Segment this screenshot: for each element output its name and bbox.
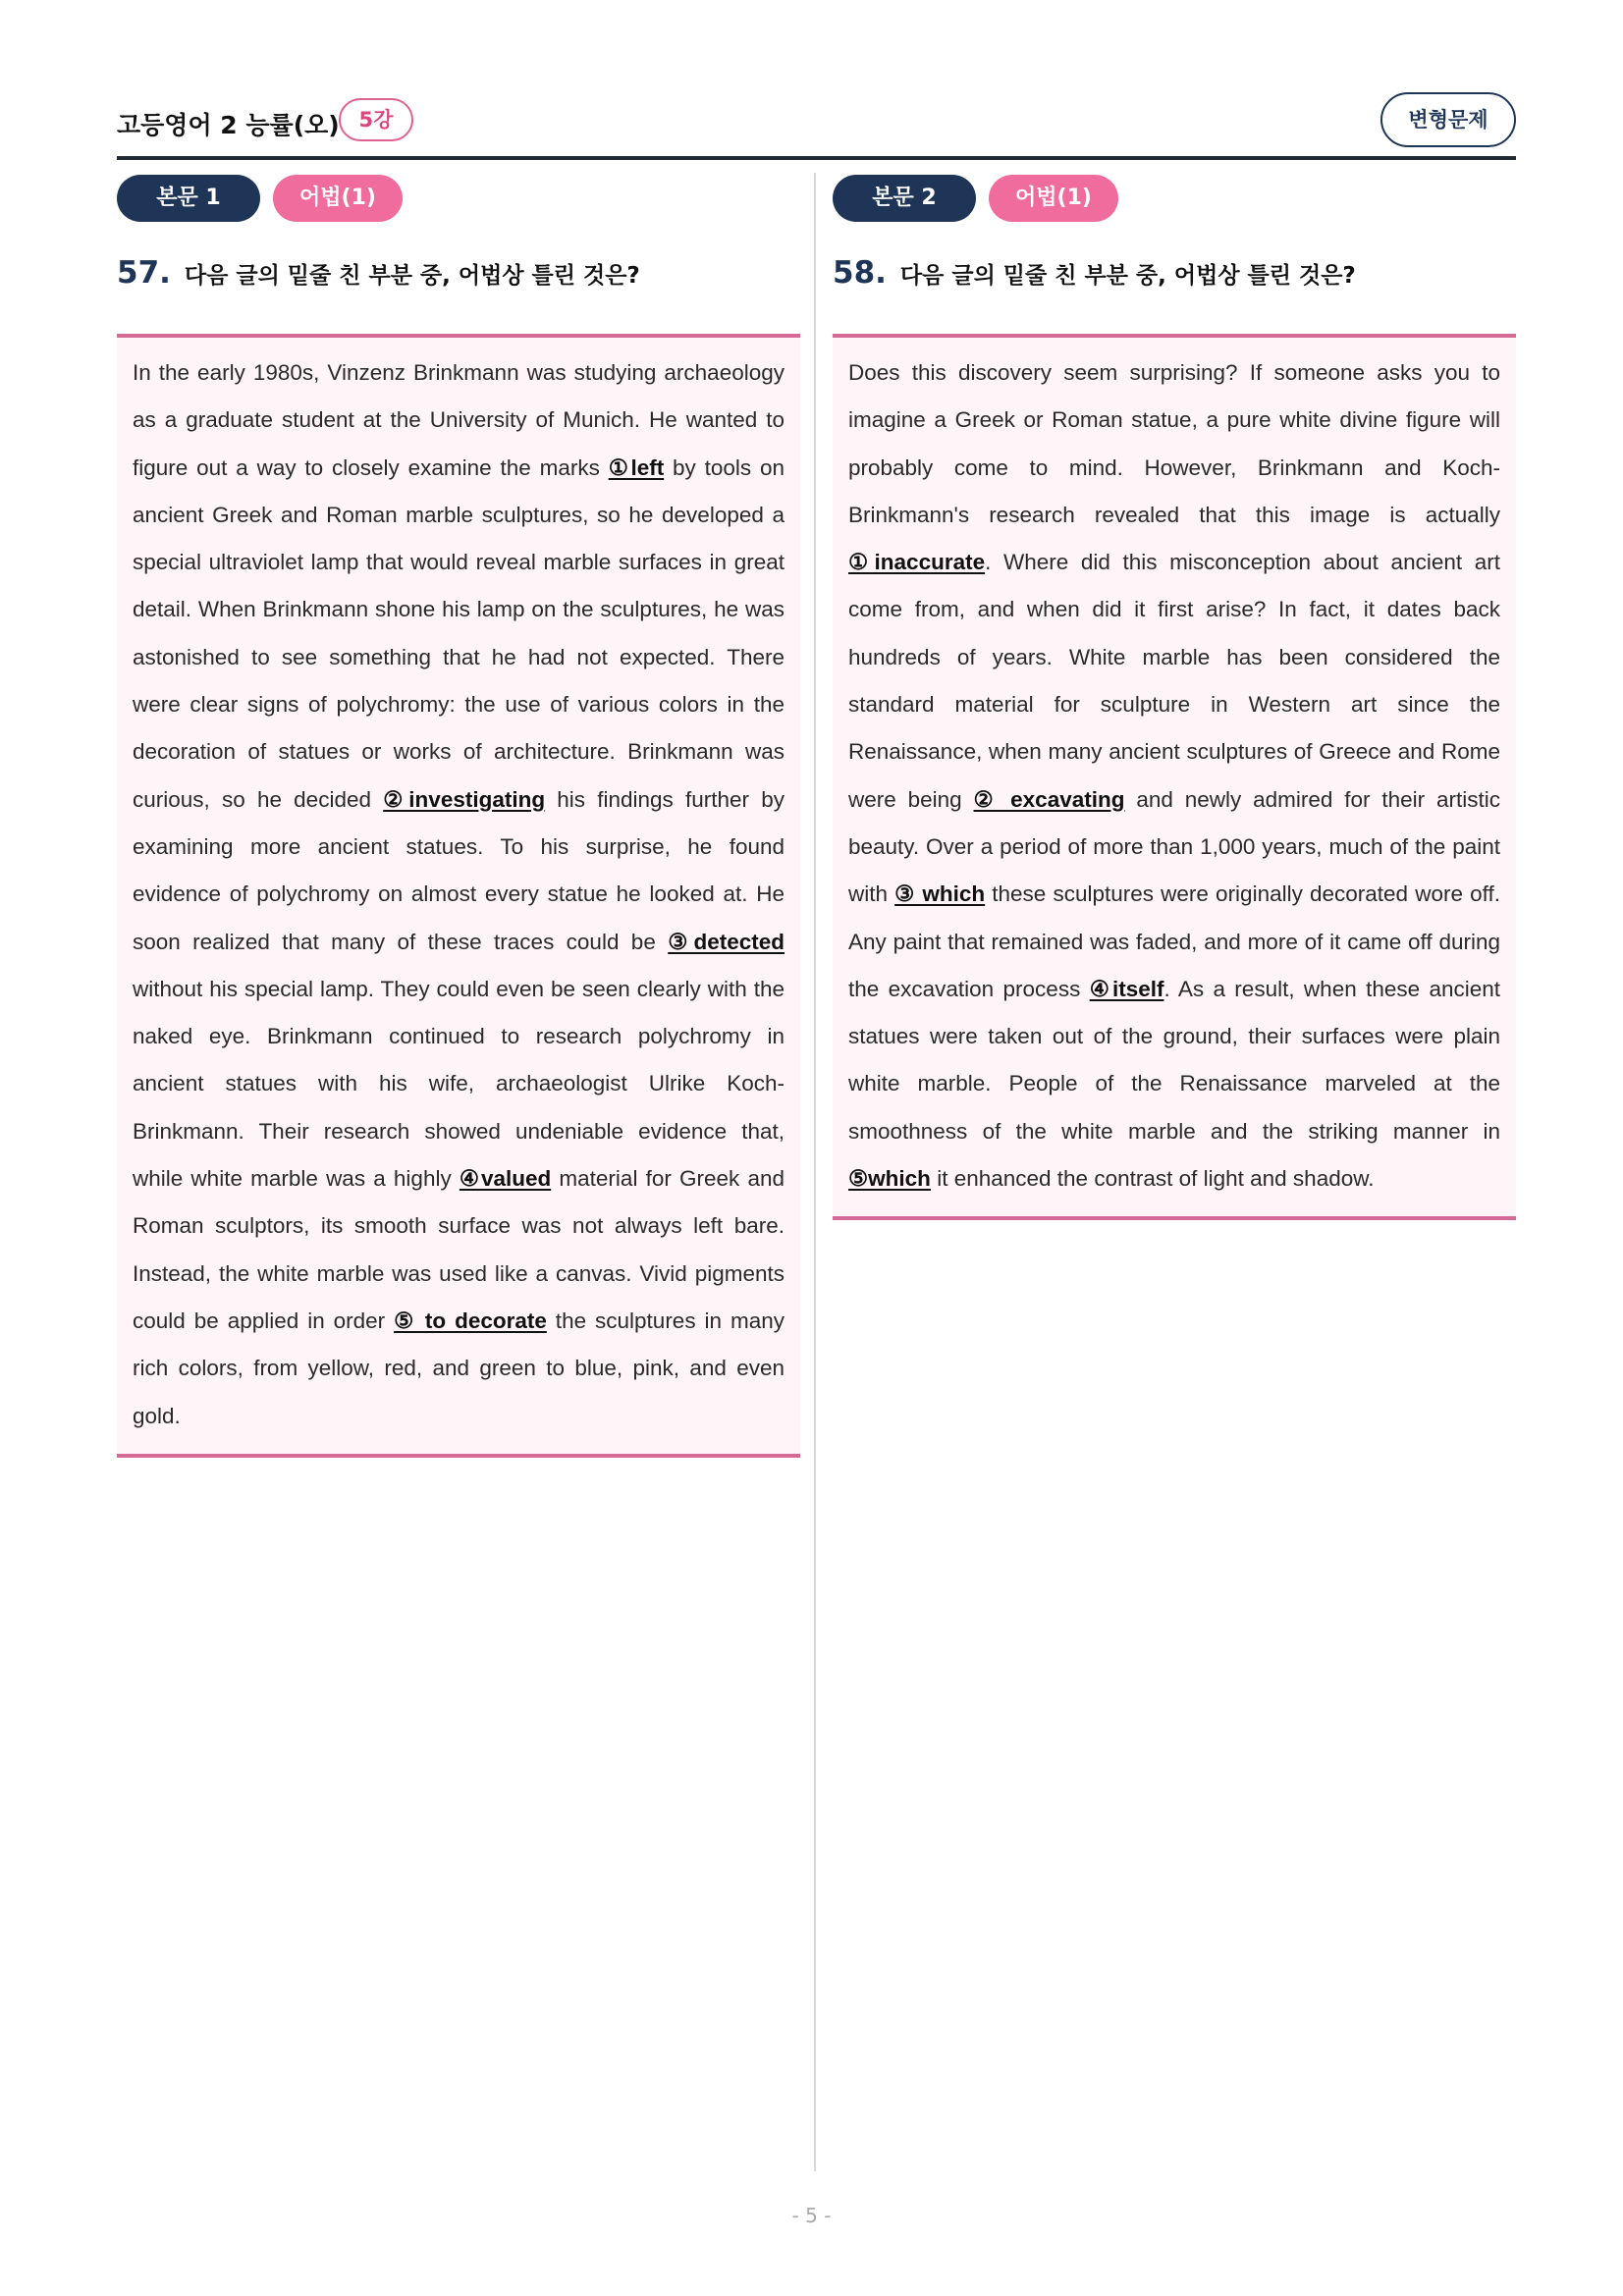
passage-segment: and newly admired for their artistic beauty. Over a period of more than 1,000 years, much of the paint with <box>848 786 1500 907</box>
book-title: 고등영어 2 능률(오) <box>117 111 340 139</box>
page-header <box>117 92 1516 157</box>
underlined-choice: ①inaccurate <box>848 550 986 575</box>
left-tags <box>117 175 800 222</box>
right-tags <box>833 175 1516 222</box>
passage-segment: the sculptures in many rich colors, from yellow, red, and green to blue, pink, and even gold. <box>133 1308 784 1428</box>
passage-segment: . As a result, when these ancient statues were taken out of the ground, their surfaces were plain white marble. People of the Renaissance marveled at the smoothness of the white marble and the striking manner in <box>848 976 1501 1144</box>
passage-segment: by tools on ancient Greek and Roman marble sculptures, so he developed a special ultraviolet lamp that would reveal marble surfaces in great detail. When Brinkmann shone his lamp on the sculptures, he was astonished to see something that he had not expected. There were clear signs of polychromy: the use of various colors in the decoration of statues or works of architecture. Brinkmann was curious, so he decided <box>133 454 785 812</box>
underlined-choice: ①left <box>608 454 665 480</box>
question-number: 57. <box>117 255 171 291</box>
passage-segment: . Where did this misconception about ancient art come from, and when did it first arise? In fact, it dates back hundreds of years. White marble has been considered the standard material for sculpture in Western art since the Renaissance, when many ancient sculptures of Greece and Rome were being <box>848 550 1500 812</box>
underlined-choice: ②investigating <box>383 786 546 812</box>
passage-tag: 본문 1 <box>117 175 260 222</box>
passage-segment: In the early 1980s, Vinzenz Brinkmann was studying archaeology as a graduate student at the University of Munich. He wanted to figure out a way to closely examine the marks <box>133 360 784 480</box>
underlined-choice: ④valued <box>459 1166 552 1192</box>
question-text: 다음 글의 밑줄 친 부분 중, 어법상 틀린 것은? <box>184 263 640 289</box>
category-tag: 어법(1) <box>273 175 403 222</box>
passage-segment: without his special lamp. They could even be seen clearly with the naked eye. Brinkmann continued to research polychromy in ancient statues with his wife, archaeologist Ulrike Koch-Brinkmann. Their research showed undeniable evidence that, while white marble was a highly <box>133 976 784 1192</box>
left-column <box>117 175 800 1458</box>
underlined-choice: ② excavating <box>973 786 1125 812</box>
category-tag: 어법(1) <box>989 175 1118 222</box>
passage-tag: 본문 2 <box>833 175 976 222</box>
right-column <box>833 175 1516 1220</box>
passage-segment: it enhanced the contrast of light and shadow. <box>930 1166 1375 1192</box>
passage-box <box>833 334 1516 1220</box>
question-number: 58. <box>833 255 887 291</box>
lesson-badge: 5강 <box>339 98 413 141</box>
page-number: - 5 - <box>791 2204 832 2227</box>
question-heading <box>117 255 800 294</box>
column-divider <box>814 173 816 2171</box>
passage-text <box>133 349 784 1440</box>
passage-segment: these sculptures were originally decorated wore off. Any paint that remained was faded, and more of it came off during the excavation process <box>848 881 1500 1001</box>
passage-segment: material for Greek and Roman sculptors, its smooth surface was not always left bare. Instead, the white marble was used like a canvas. Vivid pigments could be applied in order <box>133 1166 784 1333</box>
passage-text <box>848 349 1500 1202</box>
question-heading <box>833 255 1516 294</box>
underlined-choice: ⑤ to decorate <box>394 1308 547 1333</box>
underlined-choice: ⑤which <box>848 1166 931 1192</box>
passage-box <box>117 334 800 1458</box>
underlined-choice: ③detected <box>668 929 784 954</box>
underlined-choice: ③ which <box>894 881 986 907</box>
question-type-badge: 변형문제 <box>1380 92 1516 147</box>
question-text: 다음 글의 밑줄 친 부분 중, 어법상 틀린 것은? <box>899 263 1356 289</box>
underlined-choice: ④itself <box>1089 976 1164 1001</box>
header-rule <box>117 156 1516 160</box>
passage-segment: Does this discovery seem surprising? If someone asks you to imagine a Greek or Roman statue, a pure white divine figure will probably come to mind. However, Brinkmann and Koch-Brinkmann's research revealed that this image is actually <box>848 360 1500 527</box>
passage-segment: his findings further by examining more ancient statues. To his surprise, he found evidence of polychromy on almost every statue he looked at. He soon realized that many of these traces could be <box>133 786 784 954</box>
